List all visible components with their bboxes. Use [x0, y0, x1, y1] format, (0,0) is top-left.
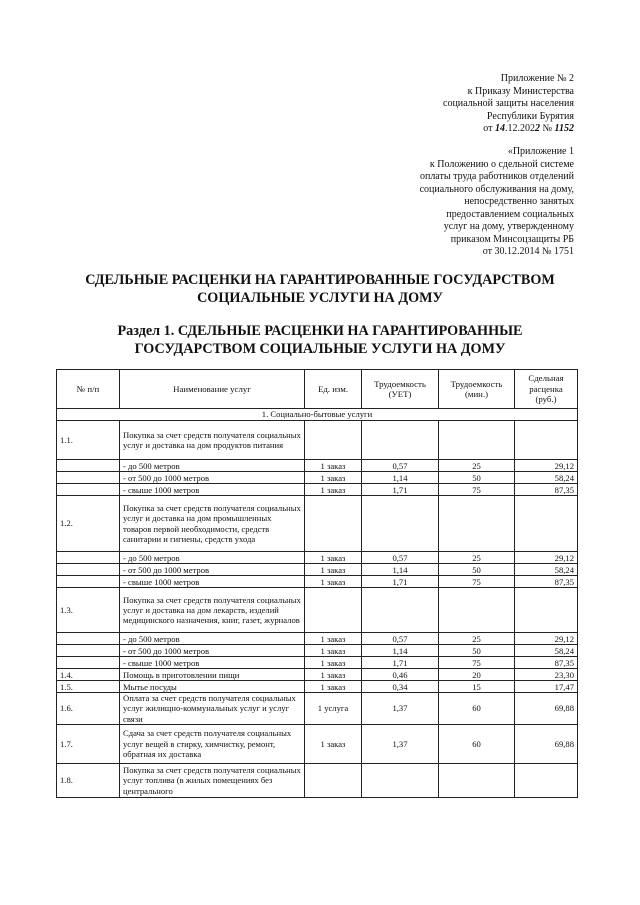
- table-row: [57, 484, 578, 496]
- table-row: [57, 645, 578, 657]
- labor-minutes-cell: 60: [439, 693, 515, 725]
- labor-minutes-cell: 50: [439, 564, 515, 576]
- appendix-reference: [420, 146, 574, 259]
- table-row: [57, 564, 578, 576]
- service-name-cell: Покупка за счет средств получателя социальных услуг и доставка на дом лекарств, изделий медицинского назначения, книг, газет, журналов: [120, 588, 305, 633]
- section-row-label: 1. Социально-бытовые услуги: [57, 409, 578, 421]
- section-title-line: ГОСУДАРСТВОМ СОЦИАЛЬНЫЕ УСЛУГИ НА ДОМУ: [134, 341, 506, 357]
- section-title: [0, 322, 640, 358]
- table-row: [57, 576, 578, 588]
- reference-line: предоставлением социальных: [446, 208, 574, 220]
- labor-uet-cell: 1,71: [362, 576, 439, 588]
- table-row: [57, 657, 578, 669]
- unit-cell: 1 заказ: [305, 460, 362, 472]
- row-number-cell: 1.1.: [57, 421, 120, 460]
- reference-line: услуг на дому, утвержденному: [443, 221, 574, 232]
- labor-minutes-cell: 20: [439, 669, 515, 681]
- table-row: [57, 496, 578, 552]
- table-row: [57, 633, 578, 645]
- unit-cell: 1 заказ: [305, 669, 362, 681]
- labor-uet-cell: 0,57: [362, 552, 439, 564]
- piece-rate-cell: 58,24: [515, 472, 578, 484]
- header-unit: Ед. изм.: [305, 370, 362, 409]
- unit-cell: [305, 496, 362, 552]
- labor-minutes-cell: 75: [439, 657, 515, 669]
- unit-cell: 1 услуга: [305, 693, 362, 725]
- row-number-cell: [57, 657, 120, 669]
- service-name-cell: - до 500 метров: [120, 552, 305, 564]
- table-row: [57, 724, 578, 763]
- table-row: [57, 669, 578, 681]
- section-title-line: Раздел 1. СДЕЛЬНЫЕ РАСЦЕНКИ НА ГАРАНТИРОВАННЫЕ: [117, 323, 523, 339]
- reference-line: от 30.12.2014 № 1751: [482, 246, 574, 257]
- service-name-cell: - до 500 метров: [120, 633, 305, 645]
- labor-uet-cell: 0,46: [362, 669, 439, 681]
- header-name: Наименование услуг: [120, 370, 305, 409]
- row-number-cell: [57, 484, 120, 496]
- unit-cell: 1 заказ: [305, 484, 362, 496]
- labor-minutes-cell: 25: [439, 460, 515, 472]
- table-row: [57, 693, 578, 725]
- appendix-line: Приложение № 2: [500, 73, 574, 84]
- labor-minutes-cell: 15: [439, 681, 515, 693]
- table-row: [57, 472, 578, 484]
- reference-line: к Положению о сдельной системе: [429, 158, 574, 170]
- unit-cell: 1 заказ: [305, 564, 362, 576]
- piece-rate-cell: [515, 496, 578, 552]
- rates-table: [56, 369, 578, 798]
- reference-line: приказом Минсоцзащиты РБ: [450, 233, 574, 245]
- table-row: [57, 763, 578, 797]
- piece-rate-cell: 69,88: [515, 724, 578, 763]
- table-header-row: [57, 370, 578, 409]
- service-name-cell: - свыше 1000 метров: [120, 484, 305, 496]
- row-number-cell: [57, 460, 120, 472]
- labor-minutes-cell: 25: [439, 552, 515, 564]
- labor-uet-cell: [362, 421, 439, 460]
- piece-rate-cell: [515, 763, 578, 797]
- piece-rate-cell: 29,12: [515, 633, 578, 645]
- unit-cell: [305, 588, 362, 633]
- table-row: [57, 552, 578, 564]
- unit-cell: 1 заказ: [305, 576, 362, 588]
- labor-minutes-cell: [439, 496, 515, 552]
- service-name-cell: Оплата за счет средств получателя социальных услуг жилищно-коммунальных услуг и услуг связи: [120, 693, 305, 725]
- appendix-line: Республики Бурятия: [486, 110, 574, 122]
- service-name-cell: - от 500 до 1000 метров: [120, 564, 305, 576]
- order-date-line: [443, 123, 574, 136]
- unit-cell: 1 заказ: [305, 681, 362, 693]
- labor-uet-cell: 1,71: [362, 484, 439, 496]
- row-number-cell: 1.5.: [57, 681, 120, 693]
- table-row: [57, 681, 578, 693]
- labor-minutes-cell: 50: [439, 472, 515, 484]
- order-day: 14: [495, 123, 505, 134]
- header-minutes: Трудоемкость (мин.): [439, 370, 515, 409]
- piece-rate-cell: [515, 588, 578, 633]
- unit-cell: 1 заказ: [305, 633, 362, 645]
- labor-uet-cell: 0,57: [362, 460, 439, 472]
- service-name-cell: - от 500 до 1000 метров: [120, 472, 305, 484]
- document-title-line: СОЦИАЛЬНЫЕ УСЛУГИ НА ДОМУ: [197, 290, 443, 306]
- labor-uet-cell: 1,37: [362, 693, 439, 725]
- labor-minutes-cell: 50: [439, 645, 515, 657]
- unit-cell: 1 заказ: [305, 552, 362, 564]
- labor-uet-cell: 1,14: [362, 564, 439, 576]
- appendix-header: [443, 73, 574, 136]
- document-title-line: СДЕЛЬНЫЕ РАСЦЕНКИ НА ГАРАНТИРОВАННЫЕ ГОСУДАРСТВОМ: [85, 272, 555, 288]
- piece-rate-cell: 87,35: [515, 484, 578, 496]
- row-number-cell: 1.2.: [57, 496, 120, 552]
- piece-rate-cell: 58,24: [515, 645, 578, 657]
- reference-line: оплаты труда работников отделений: [419, 171, 574, 182]
- reference-line: «Приложение 1: [507, 146, 574, 157]
- labor-minutes-cell: [439, 588, 515, 633]
- piece-rate-cell: 58,24: [515, 564, 578, 576]
- service-name-cell: Сдача за счет средств получателя социальных услуг вещей в стирку, химчистку, ремонт, обратная их доставка: [120, 724, 305, 763]
- row-number-cell: [57, 633, 120, 645]
- table-row: [57, 421, 578, 460]
- row-number-cell: 1.8.: [57, 763, 120, 797]
- labor-uet-cell: 1,14: [362, 645, 439, 657]
- labor-minutes-cell: 75: [439, 484, 515, 496]
- service-name-cell: Мытье посуды: [120, 681, 305, 693]
- header-uet: Трудоемкость (УЕТ): [362, 370, 439, 409]
- labor-minutes-cell: 75: [439, 576, 515, 588]
- order-number: 1152: [554, 123, 574, 134]
- unit-cell: 1 заказ: [305, 724, 362, 763]
- unit-cell: 1 заказ: [305, 645, 362, 657]
- service-name-cell: - свыше 1000 метров: [120, 576, 305, 588]
- row-number-cell: 1.6.: [57, 693, 120, 725]
- section-row: [57, 409, 578, 421]
- piece-rate-cell: 17,47: [515, 681, 578, 693]
- order-number-label: №: [542, 123, 553, 134]
- piece-rate-cell: 23,30: [515, 669, 578, 681]
- labor-minutes-cell: 60: [439, 724, 515, 763]
- labor-uet-cell: 0,34: [362, 681, 439, 693]
- service-name-cell: Покупка за счет средств получателя социальных услуг топлива (в жилых помещениях без центрального: [120, 763, 305, 797]
- piece-rate-cell: 87,35: [515, 576, 578, 588]
- row-number-cell: 1.7.: [57, 724, 120, 763]
- piece-rate-cell: 29,12: [515, 460, 578, 472]
- service-name-cell: - свыше 1000 метров: [120, 657, 305, 669]
- row-number-cell: 1.3.: [57, 588, 120, 633]
- labor-uet-cell: [362, 763, 439, 797]
- header-num: № п/п: [57, 370, 120, 409]
- row-number-cell: [57, 564, 120, 576]
- unit-cell: 1 заказ: [305, 472, 362, 484]
- labor-uet-cell: 1,14: [362, 472, 439, 484]
- service-name-cell: Покупка за счет средств получателя социальных услуг и доставка на дом продуктов питания: [120, 421, 305, 460]
- row-number-cell: [57, 576, 120, 588]
- row-number-cell: [57, 472, 120, 484]
- piece-rate-cell: 29,12: [515, 552, 578, 564]
- order-year-end: 2: [535, 123, 540, 134]
- reference-line: социального обслуживания на дому,: [419, 183, 574, 195]
- labor-uet-cell: [362, 496, 439, 552]
- order-prefix: от: [483, 123, 493, 134]
- labor-uet-cell: [362, 588, 439, 633]
- piece-rate-cell: 87,35: [515, 657, 578, 669]
- service-name-cell: - от 500 до 1000 метров: [120, 645, 305, 657]
- table-row: [57, 460, 578, 472]
- row-number-cell: 1.4.: [57, 669, 120, 681]
- labor-minutes-cell: [439, 421, 515, 460]
- row-number-cell: [57, 552, 120, 564]
- order-date-mid: .12.202: [505, 123, 535, 134]
- labor-uet-cell: 1,37: [362, 724, 439, 763]
- unit-cell: [305, 763, 362, 797]
- labor-minutes-cell: [439, 763, 515, 797]
- service-name-cell: Помощь в приготовлении пищи: [120, 669, 305, 681]
- labor-uet-cell: 1,71: [362, 657, 439, 669]
- row-number-cell: [57, 645, 120, 657]
- reference-line: непосредственно занятых: [464, 196, 574, 207]
- appendix-line: социальной защиты населения: [443, 98, 574, 109]
- appendix-line: к Приказу Министерства: [467, 85, 574, 97]
- labor-uet-cell: 0,57: [362, 633, 439, 645]
- piece-rate-cell: 69,88: [515, 693, 578, 725]
- unit-cell: 1 заказ: [305, 657, 362, 669]
- table-row: [57, 588, 578, 633]
- piece-rate-cell: [515, 421, 578, 460]
- header-price: Сдельная расценка (руб.): [515, 370, 578, 409]
- unit-cell: [305, 421, 362, 460]
- labor-minutes-cell: 25: [439, 633, 515, 645]
- document-title: [0, 271, 640, 307]
- service-name-cell: - до 500 метров: [120, 460, 305, 472]
- service-name-cell: Покупка за счет средств получателя социальных услуг и доставка на дом промышленных товаров первой необходимости, средств санитарии и гигиены, средств ухода: [120, 496, 305, 552]
